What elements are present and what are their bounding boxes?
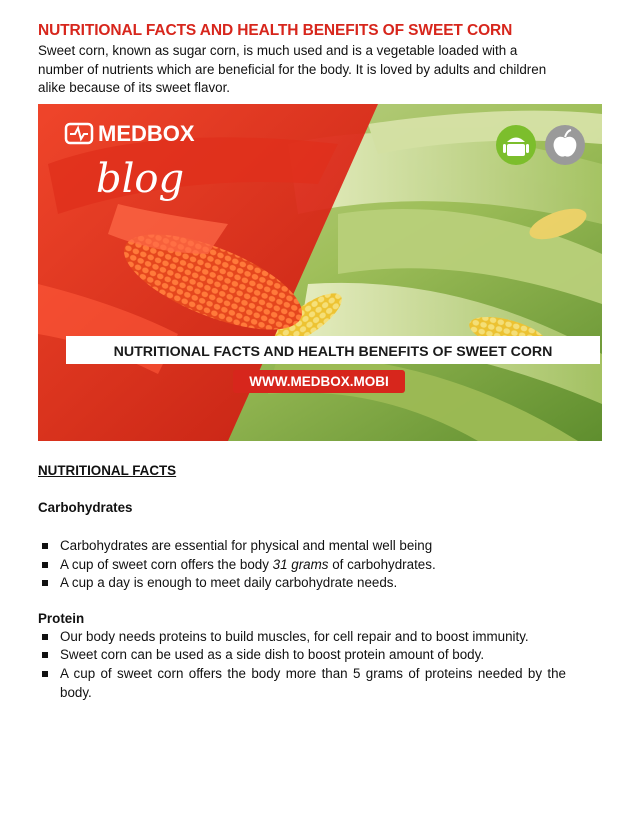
list-item: Our body needs proteins to build muscles, for cell repair and to boost immunity. (38, 628, 566, 647)
android-icon[interactable] (496, 125, 536, 165)
banner-image (38, 104, 602, 441)
bullet-icon (42, 562, 48, 568)
apple-icon[interactable] (545, 125, 585, 165)
bullet-icon (42, 671, 48, 677)
banner-url[interactable]: WWW.MEDBOX.MOBI (249, 374, 389, 389)
bullet-icon (42, 543, 48, 549)
page-title: NUTRITIONAL FACTS AND HEALTH BENEFITS OF SWEET CORN (38, 22, 513, 39)
banner-headline: NUTRITIONAL FACTS AND HEALTH BENEFITS OF SWEET CORN (113, 344, 553, 360)
content (38, 462, 566, 702)
list-item: Sweet corn can be used as a side dish to boost protein amount of body. (38, 646, 566, 665)
intro-paragraph: Sweet corn, known as sugar corn, is much used and is a vegetable loaded with a number of nutrients which are beneficial for the body. It is loved by adults and children alike because of its sweet flavor. (38, 43, 547, 96)
carb-amount: 31 grams (272, 556, 329, 572)
document-header (38, 22, 566, 98)
list-item: Carbohydrates are essential for physical and mental well being (38, 537, 566, 556)
bullet-icon (42, 652, 48, 658)
blog-word: blog (96, 156, 185, 202)
carbohydrates-list (38, 537, 566, 593)
bullet-icon (42, 634, 48, 640)
bullet-icon (42, 580, 48, 586)
subsection-title-protein: Protein (38, 610, 85, 626)
brand-name: MEDBOX (98, 121, 195, 146)
section-title-nutritional-facts: NUTRITIONAL FACTS (38, 463, 177, 478)
list-item: A cup of sweet corn offers the body more than 5 grams of proteins needed by the body. (38, 665, 566, 702)
protein-list (38, 628, 566, 702)
list-item: A cup a day is enough to meet daily carbohydrate needs. (38, 574, 566, 593)
list-item: A cup of sweet corn offers the body 31 grams of carbohydrates. (38, 556, 566, 575)
subsection-title-carbohydrates: Carbohydrates (38, 500, 133, 515)
